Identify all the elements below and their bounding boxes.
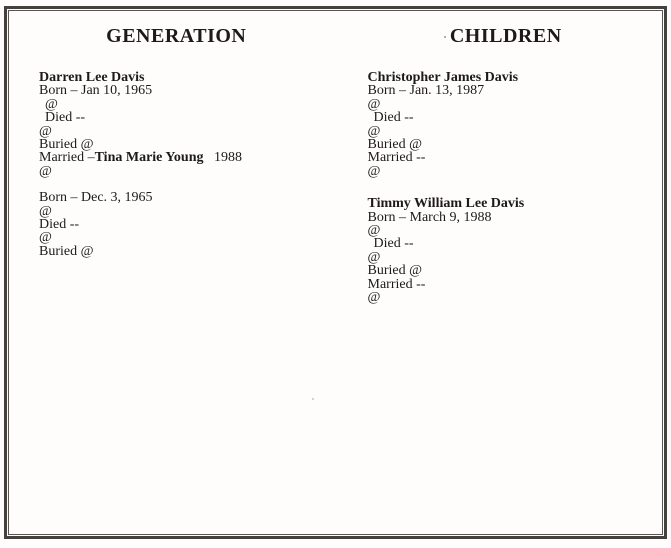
- record-text: Born – March 9, 1988: [367, 209, 492, 225]
- record-line: [368, 278, 663, 291]
- record-line: [368, 264, 663, 277]
- record-line: [39, 245, 336, 258]
- record-line: [368, 211, 663, 224]
- record-line: [368, 151, 663, 164]
- record-line: [39, 165, 336, 178]
- record-line: [39, 218, 336, 231]
- record-text: Died --: [373, 236, 414, 252]
- record-text: Buried @: [39, 137, 94, 153]
- children-entries: [336, 71, 663, 305]
- record-line: [39, 111, 336, 124]
- scan-speck: [312, 398, 314, 400]
- scan-speck: [444, 36, 446, 38]
- record-text: @: [39, 163, 52, 179]
- record-text: Died --: [373, 110, 414, 126]
- record-line: [39, 98, 336, 111]
- person-record: [368, 71, 663, 178]
- record-line: [368, 291, 663, 304]
- generation-heading: GENERATION: [106, 25, 247, 47]
- column-generation: [9, 25, 336, 305]
- record-line: [368, 251, 663, 264]
- page-border-inner: [8, 10, 663, 535]
- record-text-bold: Darren Lee Davis: [39, 70, 145, 85]
- page-border-outer: [4, 6, 667, 539]
- record-text: @: [367, 223, 381, 239]
- page-content: [9, 11, 662, 534]
- record-line: [368, 111, 663, 124]
- record-text: Born – Jan 10, 1965: [39, 83, 153, 99]
- record-text: @: [367, 96, 381, 112]
- record-line: [39, 71, 336, 84]
- record-text: @: [367, 163, 381, 179]
- record-text-bold: Christopher James Davis: [367, 70, 519, 85]
- record-text: @: [39, 123, 52, 139]
- record-text: @: [367, 123, 381, 139]
- record-line: [368, 98, 663, 111]
- record-text: @: [39, 203, 52, 219]
- column-children: [336, 25, 663, 305]
- two-column-layout: [9, 25, 662, 305]
- record-line: [368, 138, 663, 151]
- record-line: [368, 237, 663, 250]
- record-text: Married --: [367, 276, 426, 292]
- record-text: @: [45, 96, 58, 112]
- record-line: [368, 197, 663, 210]
- record-line: [39, 84, 336, 97]
- record-text: Buried @: [39, 243, 94, 259]
- record-line: [368, 165, 663, 178]
- record-text: Born – Dec. 3, 1965: [39, 190, 153, 206]
- record-text: Died --: [45, 110, 86, 126]
- children-heading: CHILDREN: [449, 25, 562, 47]
- generation-entries: [9, 71, 336, 258]
- person-record: [39, 71, 336, 178]
- record-text: Born – Jan. 13, 1987: [367, 83, 485, 99]
- record-line: [39, 231, 336, 244]
- record-text: Buried @: [367, 263, 422, 279]
- person-record: [39, 191, 336, 258]
- record-text: @: [367, 290, 381, 306]
- record-line: [368, 71, 663, 84]
- record-text-bold: Timmy William Lee Davis: [367, 196, 525, 212]
- record-line: [39, 138, 336, 151]
- record-line: [368, 224, 663, 237]
- record-text: @: [39, 230, 52, 246]
- record-line: [39, 191, 336, 204]
- record-line: [39, 125, 336, 138]
- record-line: [39, 205, 336, 218]
- record-text: Married –: [39, 150, 95, 166]
- record-line: [39, 151, 336, 164]
- record-line: [368, 125, 663, 138]
- record-line: [368, 84, 663, 97]
- record-text: Died --: [39, 217, 80, 233]
- record-text: Married --: [367, 150, 426, 166]
- record-text: Buried @: [367, 137, 422, 153]
- record-text-bold: Tina Marie Young: [94, 150, 204, 166]
- person-record: [368, 197, 663, 304]
- record-text: @: [367, 249, 381, 265]
- record-text: 1988: [203, 150, 242, 166]
